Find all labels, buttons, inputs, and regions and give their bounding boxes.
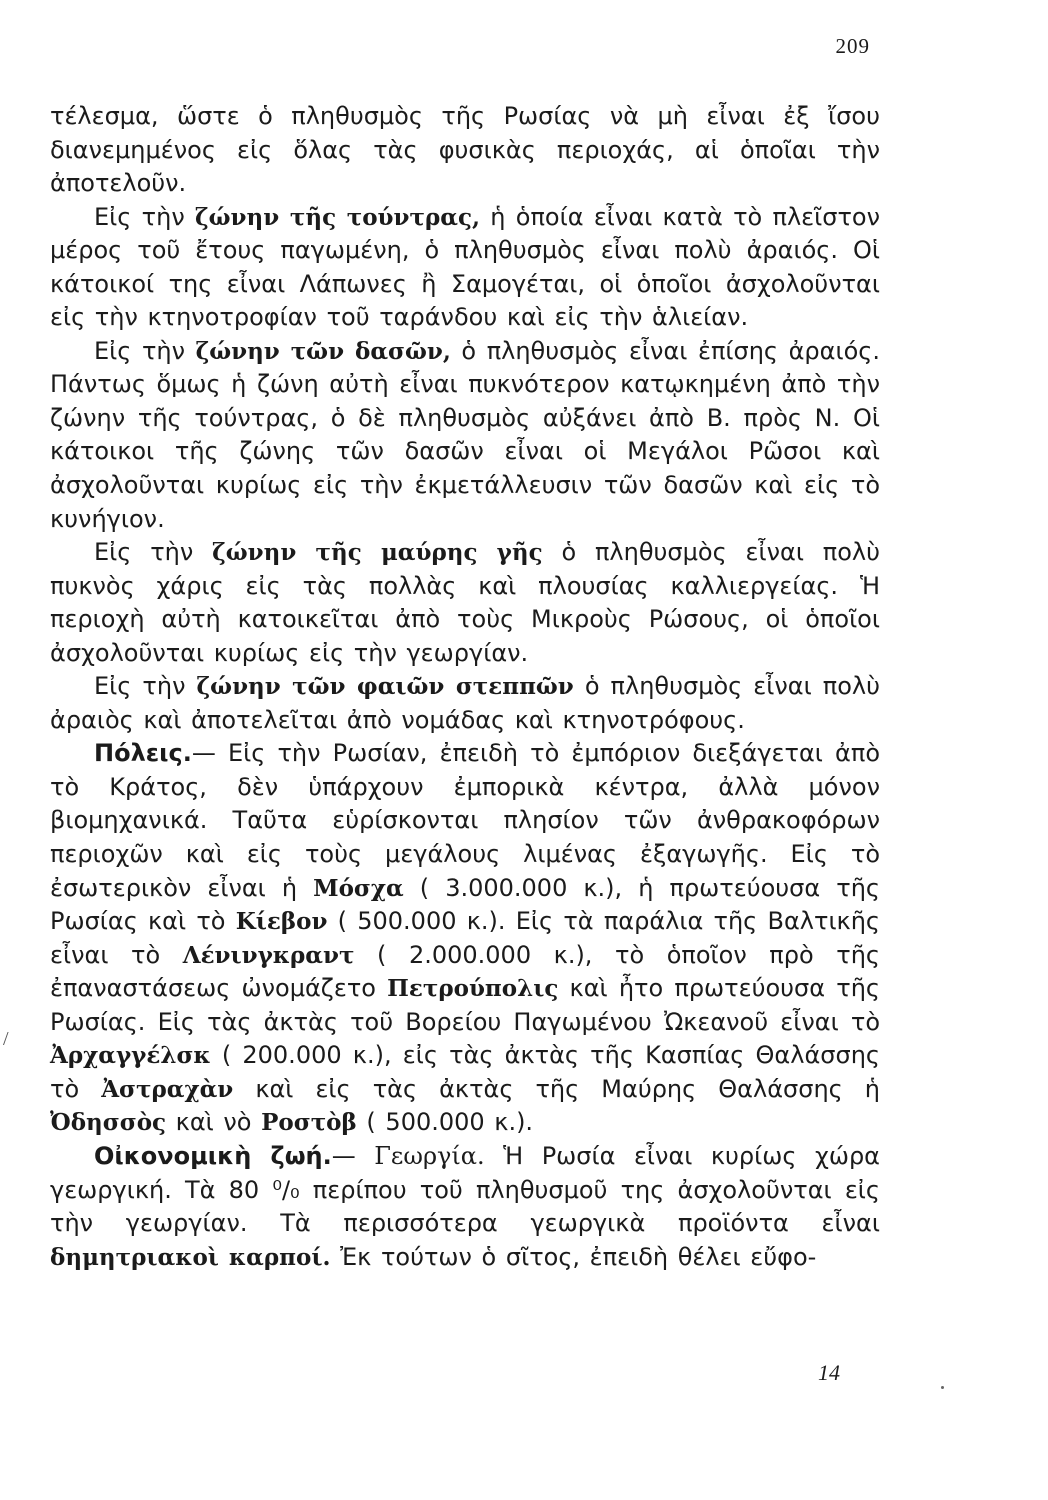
section-heading-economic-life: Οἰκονομικὴ ζωή. bbox=[94, 1141, 332, 1170]
paragraph-text: ἡ ὁποία εἶναι κατὰ τὸ πλεῖστον μέρος τοῦ ἔτους παγωμένη, ὁ πληθυσμὸς εἶναι πολὺ ἀραιός. Οἱ κάτοικοί της εἶναι Λάπωνες ἢ Σαμογέται, οἱ ὁποῖοι ἀσχολοῦνται εἰς τὴν κτηνοτροφίαν τοῦ ταράνδου καὶ εἰς τὴν ἁλιείαν. bbox=[50, 202, 881, 332]
city-petroupolis: Πετρούπολις bbox=[387, 975, 559, 1003]
paragraph-tundra-zone bbox=[50, 201, 880, 335]
paragraph-text: Εἰς τὴν bbox=[94, 538, 213, 567]
paragraph-text: ( 500.000 κ.). bbox=[356, 1108, 534, 1137]
paragraph-text: ( 200.000 κ.), εἰς τὰς ἀκτὰς τῆς Κασπίας Θαλάσσης τὸ bbox=[50, 1041, 880, 1103]
term-cereals: δημητριακοὶ καρποί. bbox=[50, 1243, 331, 1271]
paragraph-text: ὁ πληθυσμὸς εἶναι πολὺ πυκνὸς χάρις εἰς τὰς πολλὰς καὶ πλουσίας καλλιεργείας. Ἡ περιοχὴ αὐτὴ κατοικεῖται ἀπὸ τοὺς Μικροὺς Ρώσους, οἱ ὁποῖοι ἀσχολοῦνται κυρίως εἰς τὴν γεωργίαν. bbox=[50, 538, 881, 667]
city-moscow: Μόσχα bbox=[313, 874, 404, 902]
page-body bbox=[50, 100, 880, 1274]
term-tundra-zone: ζώνην τῆς τούντρας, bbox=[195, 203, 480, 231]
city-leningrad: Λένινγκραντ bbox=[182, 941, 355, 969]
margin-mark: / bbox=[3, 1028, 9, 1050]
page-number: 209 bbox=[835, 34, 870, 58]
paragraph-text: καὶ εἰς τὰς ἀκτὰς τῆς Μαύρης Θαλάσσης ἡ bbox=[233, 1074, 881, 1103]
paragraph-text: ( 3.000.000 κ.), ἡ πρωτεύουσα τῆς Ρωσίας καὶ τὸ bbox=[50, 873, 880, 936]
paragraph-text: ὁ πληθυσμὸς εἶναι πολὺ ἀραιὸς καὶ ἀποτελεῖται ἀπὸ νομάδας καὶ κτηνοτρόφους. bbox=[50, 672, 880, 734]
paragraph-text: καὶ ἦτο πρωτεύουσα τῆς Ρωσίας. Εἰς τὰς ἀκτὰς τοῦ Βορείου Παγωμένου Ὠκεανοῦ εἶναι τὸ bbox=[50, 974, 880, 1036]
paragraph-text: Ἡ Ρωσία εἶναι κυρίως χώρα γεωργική. Τὰ 80 ⁰/₀ περίπου τοῦ πληθυσμοῦ της ἀσχολοῦνται εἰς τὴν γεωργίαν. Τὰ περισσότερα γεωργικὰ προϊόντα εἶναι bbox=[50, 1141, 880, 1238]
section-heading-cities: Πόλεις. bbox=[94, 739, 192, 768]
paragraph-black-earth-zone bbox=[50, 536, 880, 670]
paragraph-text: ( 2.000.000 κ.), τὸ ὁποῖον πρὸ τῆς ἐπαναστάσεως ὠνομάζετο bbox=[50, 940, 880, 1003]
paragraph-text: τέλεσμα, ὥστε ὁ πληθυσμὸς τῆς Ρωσίας νὰ μὴ εἶναι ἐξ ἴσου διανεμημένος εἰς ὅλας τὰς φυσικὰς περιοχάς, αἱ ὁποῖαι τὴν ἀποτελοῦν. bbox=[50, 102, 880, 198]
paragraph-steppe-zone bbox=[50, 670, 880, 737]
subheading-agriculture: Γεωργία. bbox=[374, 1141, 485, 1170]
city-astrakhan: Ἀστραχὰν bbox=[101, 1075, 234, 1103]
paragraph-text: καὶ νὸ bbox=[166, 1108, 262, 1137]
city-kiev: Κίεβον bbox=[235, 908, 328, 936]
paragraph-text: ὁ πληθυσμὸς εἶναι ἐπίσης ἀραιός. Πάντως ὅμως ἡ ζώνη αὐτὴ εἶναι πυκνότερον κατῳκημένη ἀπὸ τὴν ζώνην τῆς τούντρας, ὁ δὲ πληθυσμὸς αὐξάνει ἀπὸ Β. πρὸς Ν. Οἱ κάτοικοι τῆς ζώνης τῶν δασῶν εἶναι οἱ Μεγάλοι Ρῶσοι καὶ ἀσχολοῦνται κυρίως εἰς τὴν ἐκμετάλλευσιν τῶν δασῶν καὶ εἰς τὸ κυνήγιον. bbox=[50, 336, 880, 533]
term-black-earth-zone: ζώνην τῆς μαύρης γῆς bbox=[212, 539, 543, 567]
paragraph-text: Ἐκ τούτων ὁ σῖτος, ἐπειδὴ θέλει εὔφο- bbox=[330, 1242, 817, 1271]
paragraph-text: — Εἰς τὴν Ρωσίαν, ἐπειδὴ τὸ ἐμπόριον διεξάγεται ἀπὸ τὸ Κράτος, δὲν ὑπάρχουν ἐμπορικὰ κέντρα, ἀλλὰ μόνον βιομηχανικά. Ταῦτα εὑρίσκονται πλησίον τῶν ἀνθρακοφόρων περιοχῶν καὶ εἰς τοὺς μεγάλους λιμένας ἐξαγωγῆς. Εἰς τὸ ἐσωτερικὸν εἶναι ἡ bbox=[50, 739, 880, 902]
paragraph-text: Εἰς τὴν bbox=[94, 336, 196, 365]
term-forest-zone: ζώνην τῶν δασῶν, bbox=[195, 337, 451, 365]
paragraph-intro-continuation bbox=[50, 100, 880, 201]
city-odessa: Ὀδησσὸς bbox=[50, 1109, 167, 1137]
paragraph-economic-life bbox=[50, 1140, 880, 1274]
paragraph-text: Εἰς τὴν bbox=[94, 672, 197, 701]
city-rostov: Ροστὸβ bbox=[261, 1109, 357, 1137]
scan-speck bbox=[941, 1386, 944, 1389]
paragraph-cities bbox=[50, 737, 880, 1140]
printer-signature-mark: 14 bbox=[818, 1360, 840, 1385]
paragraph-text: Εἰς τὴν bbox=[94, 202, 196, 231]
paragraph-forest-zone bbox=[50, 335, 880, 536]
city-arkhangelsk: Ἀρχαγγέλσκ bbox=[50, 1042, 211, 1070]
paragraph-text: ( 500.000 κ.). Εἰς τὰ παράλια τῆς Βαλτικῆς εἶναι τὸ bbox=[50, 907, 881, 969]
paragraph-text: — bbox=[331, 1141, 375, 1170]
term-steppe-zone: ζώνην τῶν φαιῶν στεππῶν bbox=[196, 673, 574, 701]
